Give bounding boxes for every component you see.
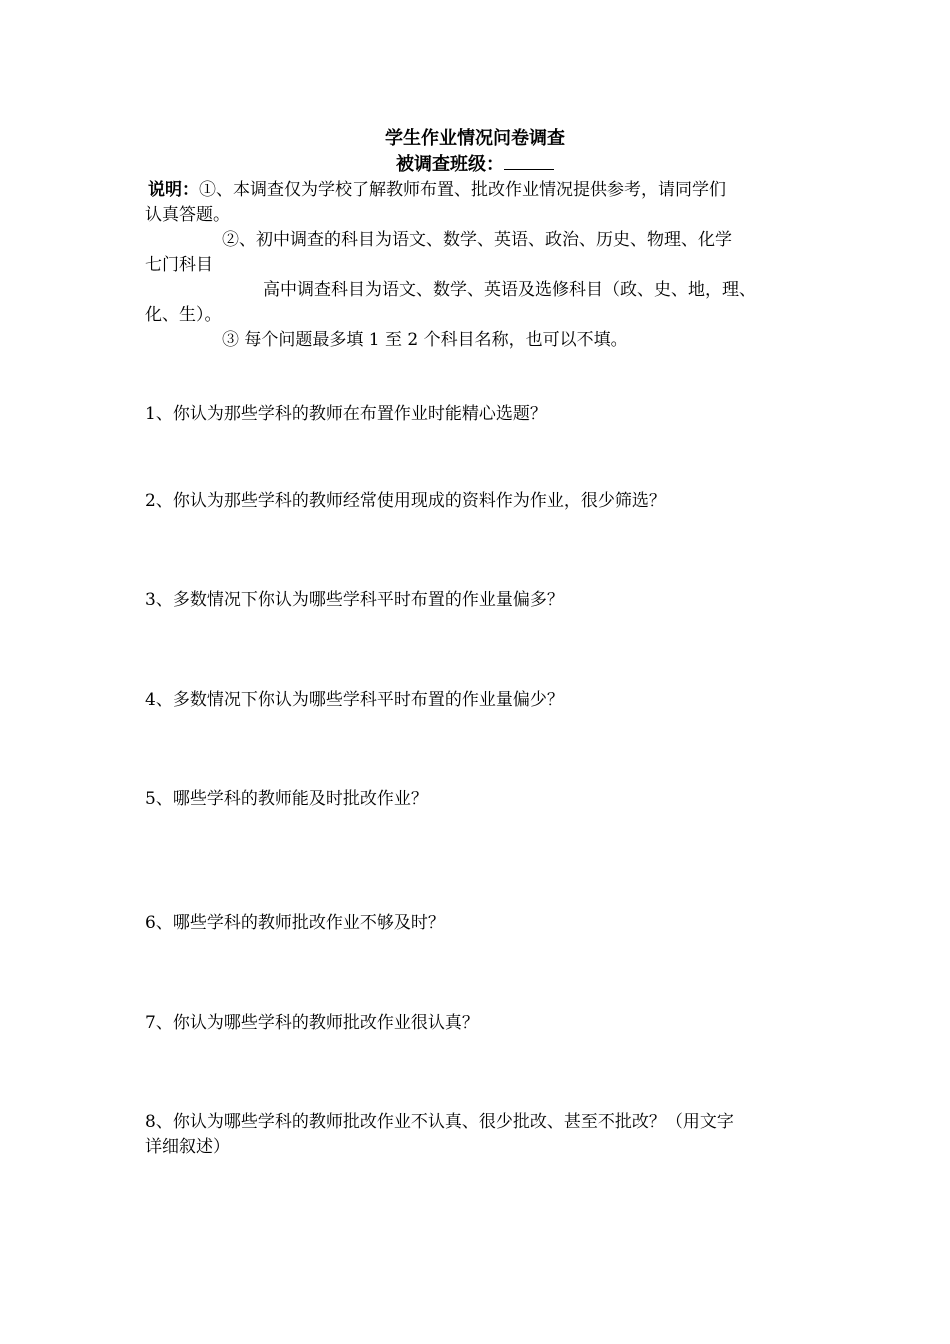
question-6: 6、哪些学科的教师批改作业不够及时？: [145, 913, 445, 933]
note-1-text: ①、本调查仅为学校了解教师布置、批改作业情况提供参考，请同学们: [199, 180, 726, 200]
question-5: 5、哪些学科的教师能及时批改作业？: [145, 789, 428, 809]
note-line-1: [148, 178, 726, 202]
note-line-2: ②、初中调查的科目为语文、数学、英语、政治、历史、物理、化学: [222, 230, 732, 250]
class-label: 被调查班级：: [396, 154, 504, 175]
question-4: 4、多数情况下你认为哪些学科平时布置的作业量偏少？: [145, 690, 564, 710]
note-line-2b: 七门科目: [145, 255, 213, 275]
note-line-1b: 认真答题。: [145, 205, 230, 225]
note-line-4: ③ 每个问题最多填 1 至 2 个科目名称，也可以不填。: [222, 330, 628, 350]
question-8-continued: 详细叙述）: [145, 1137, 230, 1157]
survey-title: 学生作业情况问卷调查: [385, 128, 565, 149]
class-blank[interactable]: [504, 153, 554, 170]
question-1: 1、你认为那些学科的教师在布置作业时能精心选题？: [145, 404, 547, 424]
class-field: [0, 153, 950, 177]
note-line-3b: 化、生）。: [145, 305, 222, 325]
question-7: 7、你认为哪些学科的教师批改作业很认真？: [145, 1013, 479, 1033]
note-line-3: 高中调查科目为语文、数学、英语及选修科目（政、史、地，理、: [263, 280, 756, 300]
question-3: 3、多数情况下你认为哪些学科平时布置的作业量偏多？: [145, 590, 564, 610]
note-label: 说明：: [148, 180, 199, 200]
question-8: 8、你认为哪些学科的教师批改作业不认真、很少批改、甚至不批改？（用文字: [145, 1112, 734, 1132]
question-2: 2、你认为那些学科的教师经常使用现成的资料作为作业，很少筛选？: [145, 491, 666, 511]
